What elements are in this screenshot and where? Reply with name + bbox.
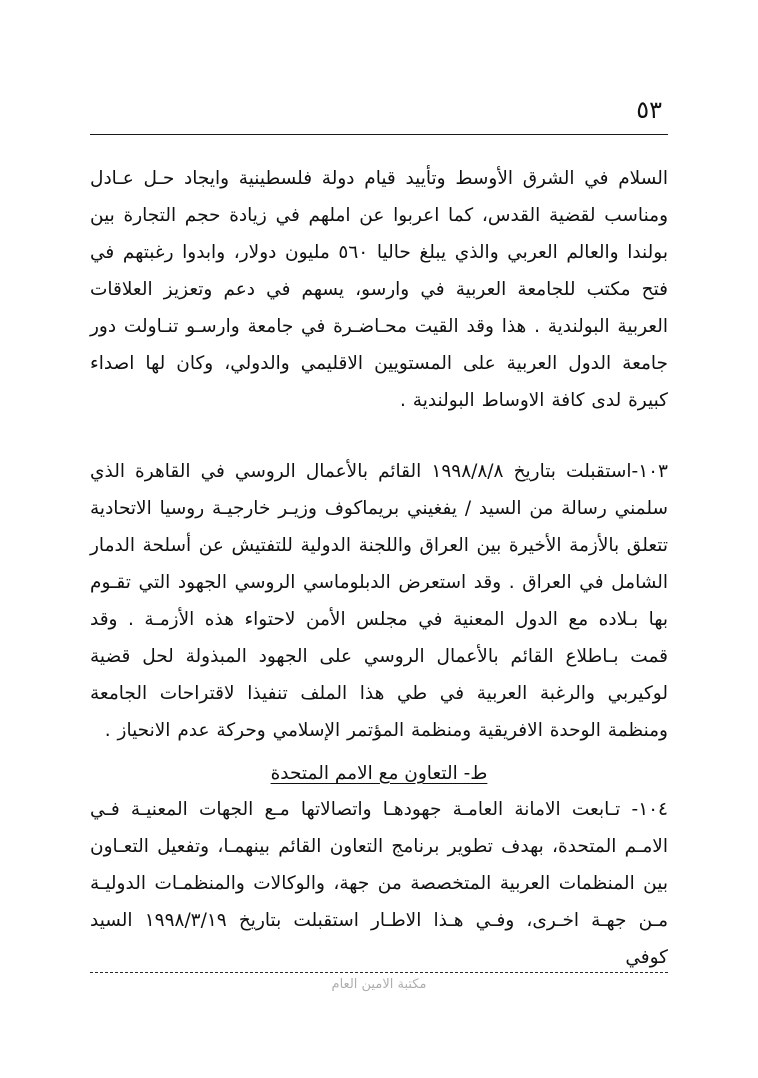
header-rule	[90, 134, 668, 135]
paragraph-103: ١٠٣-استقبلت بتاريخ ١٩٩٨/٨/٨ القائم بالأعمال الروسي في القاهرة الذي سلمني رسالة من السيد / يفغيني بريماكوف وزيـر خارجيـة روسيا الاتحادية تتعلق بالأزمة الأخيرة بين العراق واللجنة الدولية للتفتيش عن أسلحة الدمار الشامل في العراق . وقد استعرض الدبلوماسي الروسي الجهود التي تقـوم بها بـلاده مع الدول المعنية في مجلس الأمن لاحتواء هذه الأزمـة . وقد قمت بـاطلاع القائم بالأعمال الروسي على الجهود المبذولة لحل قضية لوكيربي والرغبة العربية في طي هذا الملف تنفيذا لاقتراحات الجامعة ومنظمة الوحدة الافريقية ومنظمة المؤتمر الإسلامي وحركة عدم الانحياز .	[90, 461, 668, 741]
page-body	[90, 160, 668, 968]
section-heading-un-cooperation: ط- التعاون مع الامم المتحدة	[270, 763, 488, 784]
paragraph-spacer	[90, 427, 668, 453]
footer-watermark: مكتبة الامين العام	[331, 977, 427, 992]
page-number: ٥٣	[636, 96, 662, 124]
footer-rule	[90, 972, 668, 973]
section-heading-wrap	[90, 757, 668, 791]
paragraph-peace-process: السلام في الشرق الأوسط وتأييد قيام دولة فلسطينية وايجاد حـل عـادل ومناسب لقضية القدس، كما اعربوا عن املهم في زيادة حجم التجارة بين بولندا والعالم العربي والذي يبلغ حاليا ٥٦٠ مليون دولار، وابدوا رغبتهم في فتح مكتب للجامعة العربية في وارسو، يسهم في دعم وتعزيز العلاقات العربية البولندية . هذا وقد القيت محـاضـرة في جامعة وارسـو تنـاولت دور جامعة الدول العربية على المستويين الاقليمي والدولي، وكان لها اصداء كبيرة لدى كافة الاوساط البولندية .	[90, 168, 668, 411]
paragraph-104: ١٠٤- تـابعت الامانة العامـة جهودهـا واتصالاتها مـع الجهات المعنيـة فـي الامـم المتحدة، بهدف تطوير برنامج التعاون القائم بينهمـا، وتفعيل التعـاون بين المنظمات العربية المتخصصة من جهة، والوكالات والمنظمـات الدوليـة مـن جهـة اخـرى، وفـي هـذا الاطـار استقبلت بتاريخ ١٩٩٨/٣/١٩ السيد كوفي	[90, 799, 668, 968]
